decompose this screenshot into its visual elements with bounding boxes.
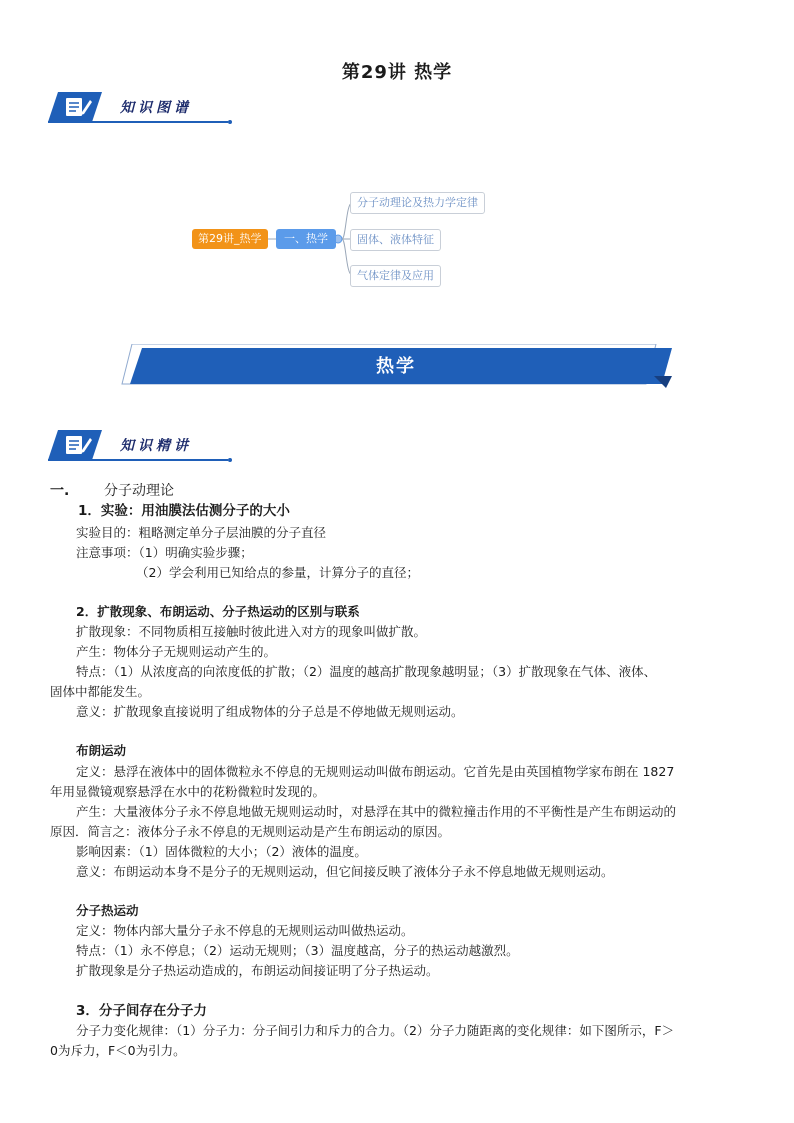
section-rule-dot	[228, 458, 232, 462]
text-line: （2）学会利用已知给点的参量，计算分子的直径；	[136, 565, 419, 580]
part-title: 分子动理论	[104, 483, 174, 499]
banner-title: 热学	[376, 356, 416, 377]
text-line: 定义：物体内部大量分子永不停息的无规则运动叫做热运动。	[76, 923, 414, 938]
section-label: 知识精讲	[120, 438, 192, 454]
notebook-pen-icon	[48, 430, 102, 460]
text-line: 原因．简言之：液体分子永不停息的无规则运动是产生布朗运动的原因。	[50, 824, 451, 839]
text-line: 注意事项：（1）明确实验步骤；	[76, 545, 253, 560]
text-line: 意义：扩散现象直接说明了组成物体的分子总是不停地做无规则运动。	[76, 704, 464, 719]
text-line: 特点：（1）永不停息；（2）运动无规则；（3）温度越高，分子的热运动越激烈。	[76, 943, 519, 958]
section-header-knowledge-lecture	[48, 430, 233, 462]
text-line: 年用显微镜观察悬浮在水中的花粉微粒时发现的。	[50, 784, 326, 799]
mindmap-leaf: 固体、液体特征	[350, 229, 441, 251]
subheading-thermal-motion: 分子热运动	[76, 903, 139, 918]
mindmap-root: 第29讲_热学	[192, 229, 268, 249]
text-line: 0为斥力，F＜0为引力。	[50, 1043, 186, 1058]
section-label: 知识图谱	[120, 100, 192, 116]
text-line: 意义：布朗运动本身不是分子的无规则运动，但它间接反映了液体分子永不停息地做无规则运动。	[76, 864, 614, 879]
text-line: 扩散现象是分子热运动造成的，布朗运动间接证明了分子热运动。	[76, 963, 439, 978]
mindmap-level1: 一、热学	[276, 229, 336, 249]
subheading-3: 3．分子间存在分子力	[76, 1003, 207, 1019]
text-line: 固体中都能发生。	[50, 684, 151, 699]
text-line: 影响因素：（1）固体微粒的大小；（2）液体的温度。	[76, 844, 367, 859]
text-line: 特点：（1）从浓度高的向浓度低的扩散；（2）温度的越高扩散现象越明显；（3）扩散现象在气体、液体、	[76, 664, 657, 679]
mindmap-leaf: 分子动理论及热力学定律	[350, 192, 485, 214]
section-rule	[48, 459, 228, 461]
text-line: 产生：物体分子无规则运动产生的。	[76, 644, 277, 659]
part-number: 一.	[50, 483, 70, 499]
text-line: 产生：大量液体分子永不停息地做无规则运动时，对悬浮在其中的微粒撞击作用的不平衡性是产生布朗运动的	[76, 804, 677, 819]
topic-banner	[120, 344, 672, 388]
page-title: 第29讲 热学	[341, 62, 453, 83]
mindmap-leaf: 气体定律及应用	[350, 265, 441, 287]
text-line: 扩散现象：不同物质相互接触时彼此进入对方的现象叫做扩散。	[76, 624, 427, 639]
text-line: 定义：悬浮在液体中的固体微粒永不停息的无规则运动叫做布朗运动。它首先是由英国植物学家布朗在 1827	[76, 764, 675, 779]
text-line: 分子力变化规律：（1）分子力：分子间引力和斥力的合力。（2）分子力随距离的变化规律：如下图所示，F＞	[76, 1023, 675, 1038]
subheading-1: 1．实验：用油膜法估测分子的大小	[78, 503, 290, 519]
subheading-2: 2．扩散现象、布朗运动、分子热运动的区别与联系	[76, 604, 360, 619]
text-line: 实验目的：粗略测定单分子层油膜的分子直径	[76, 525, 327, 540]
subheading-brownian: 布朗运动	[76, 743, 127, 758]
